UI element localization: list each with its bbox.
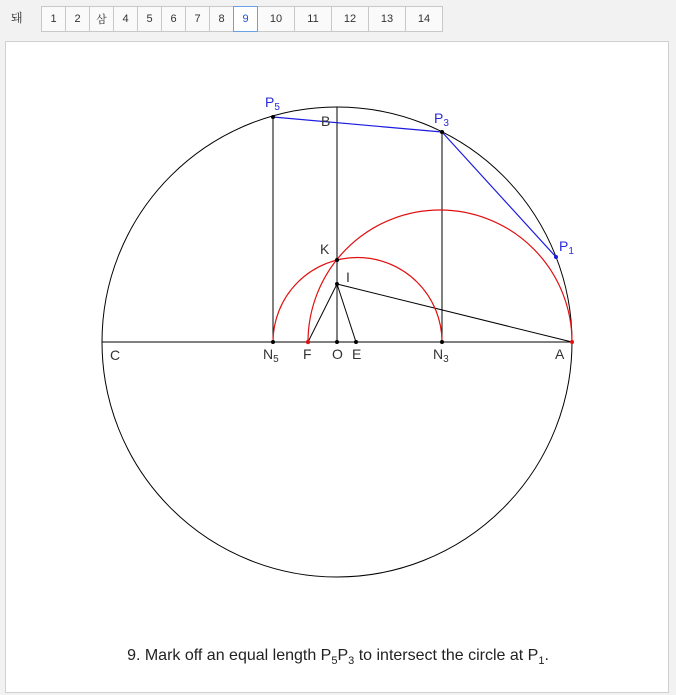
label-f: F	[303, 346, 312, 362]
tab-14[interactable]: 14	[405, 6, 443, 32]
line-i-f	[308, 284, 337, 342]
point-k	[335, 258, 339, 262]
figure-panel	[5, 41, 669, 693]
point-n3	[440, 340, 444, 344]
label-c: C	[110, 347, 121, 363]
tab-6[interactable]: 6	[161, 6, 186, 32]
label-p1: $P_1$	[559, 238, 574, 257]
tab-2[interactable]: 2	[65, 6, 90, 32]
line-i-e	[337, 284, 356, 342]
step-tabs	[41, 6, 442, 32]
label-n5: $N_5$	[263, 346, 279, 365]
label-o: O	[332, 346, 343, 362]
tab-4[interactable]: 4	[113, 6, 138, 32]
edge-p5-p3	[273, 117, 442, 132]
point-p5	[271, 115, 275, 119]
tab-7[interactable]: 7	[185, 6, 210, 32]
tab-10[interactable]: 10	[257, 6, 295, 32]
point-a	[570, 340, 574, 344]
tab-11[interactable]: 11	[294, 6, 332, 32]
tab-9[interactable]: 9	[233, 6, 258, 32]
tab-12[interactable]: 12	[331, 6, 369, 32]
tab-5[interactable]: 5	[137, 6, 162, 32]
arc-n5-n3	[273, 258, 442, 343]
tab-8[interactable]: 8	[209, 6, 234, 32]
step-caption: 9. Mark off an equal length $P_5P_3$ to intersect the circle at $P_1$.	[127, 647, 549, 668]
line-i-a	[337, 284, 572, 342]
label-n3: $N_3$	[433, 346, 449, 365]
construction-diagram	[6, 42, 670, 642]
edge-p3-p1	[442, 132, 556, 257]
label-a: A	[555, 346, 565, 362]
label-e: E	[352, 346, 362, 362]
tab-3[interactable]: 삼	[89, 6, 114, 32]
label-b: B	[321, 113, 331, 129]
point-p1	[554, 255, 558, 259]
label-p5: $P_5$	[265, 94, 280, 113]
tab-1[interactable]: 1	[41, 6, 66, 32]
point-i	[335, 282, 339, 286]
label-p3: $P_3$	[434, 110, 449, 129]
point-f	[306, 340, 310, 344]
point-n5	[271, 340, 275, 344]
label-i: I	[346, 269, 350, 285]
point-o	[335, 340, 339, 344]
point-p3	[440, 130, 444, 134]
step-label: 돼	[11, 11, 23, 25]
point-e	[354, 340, 358, 344]
label-k: K	[320, 241, 330, 257]
tab-13[interactable]: 13	[368, 6, 406, 32]
